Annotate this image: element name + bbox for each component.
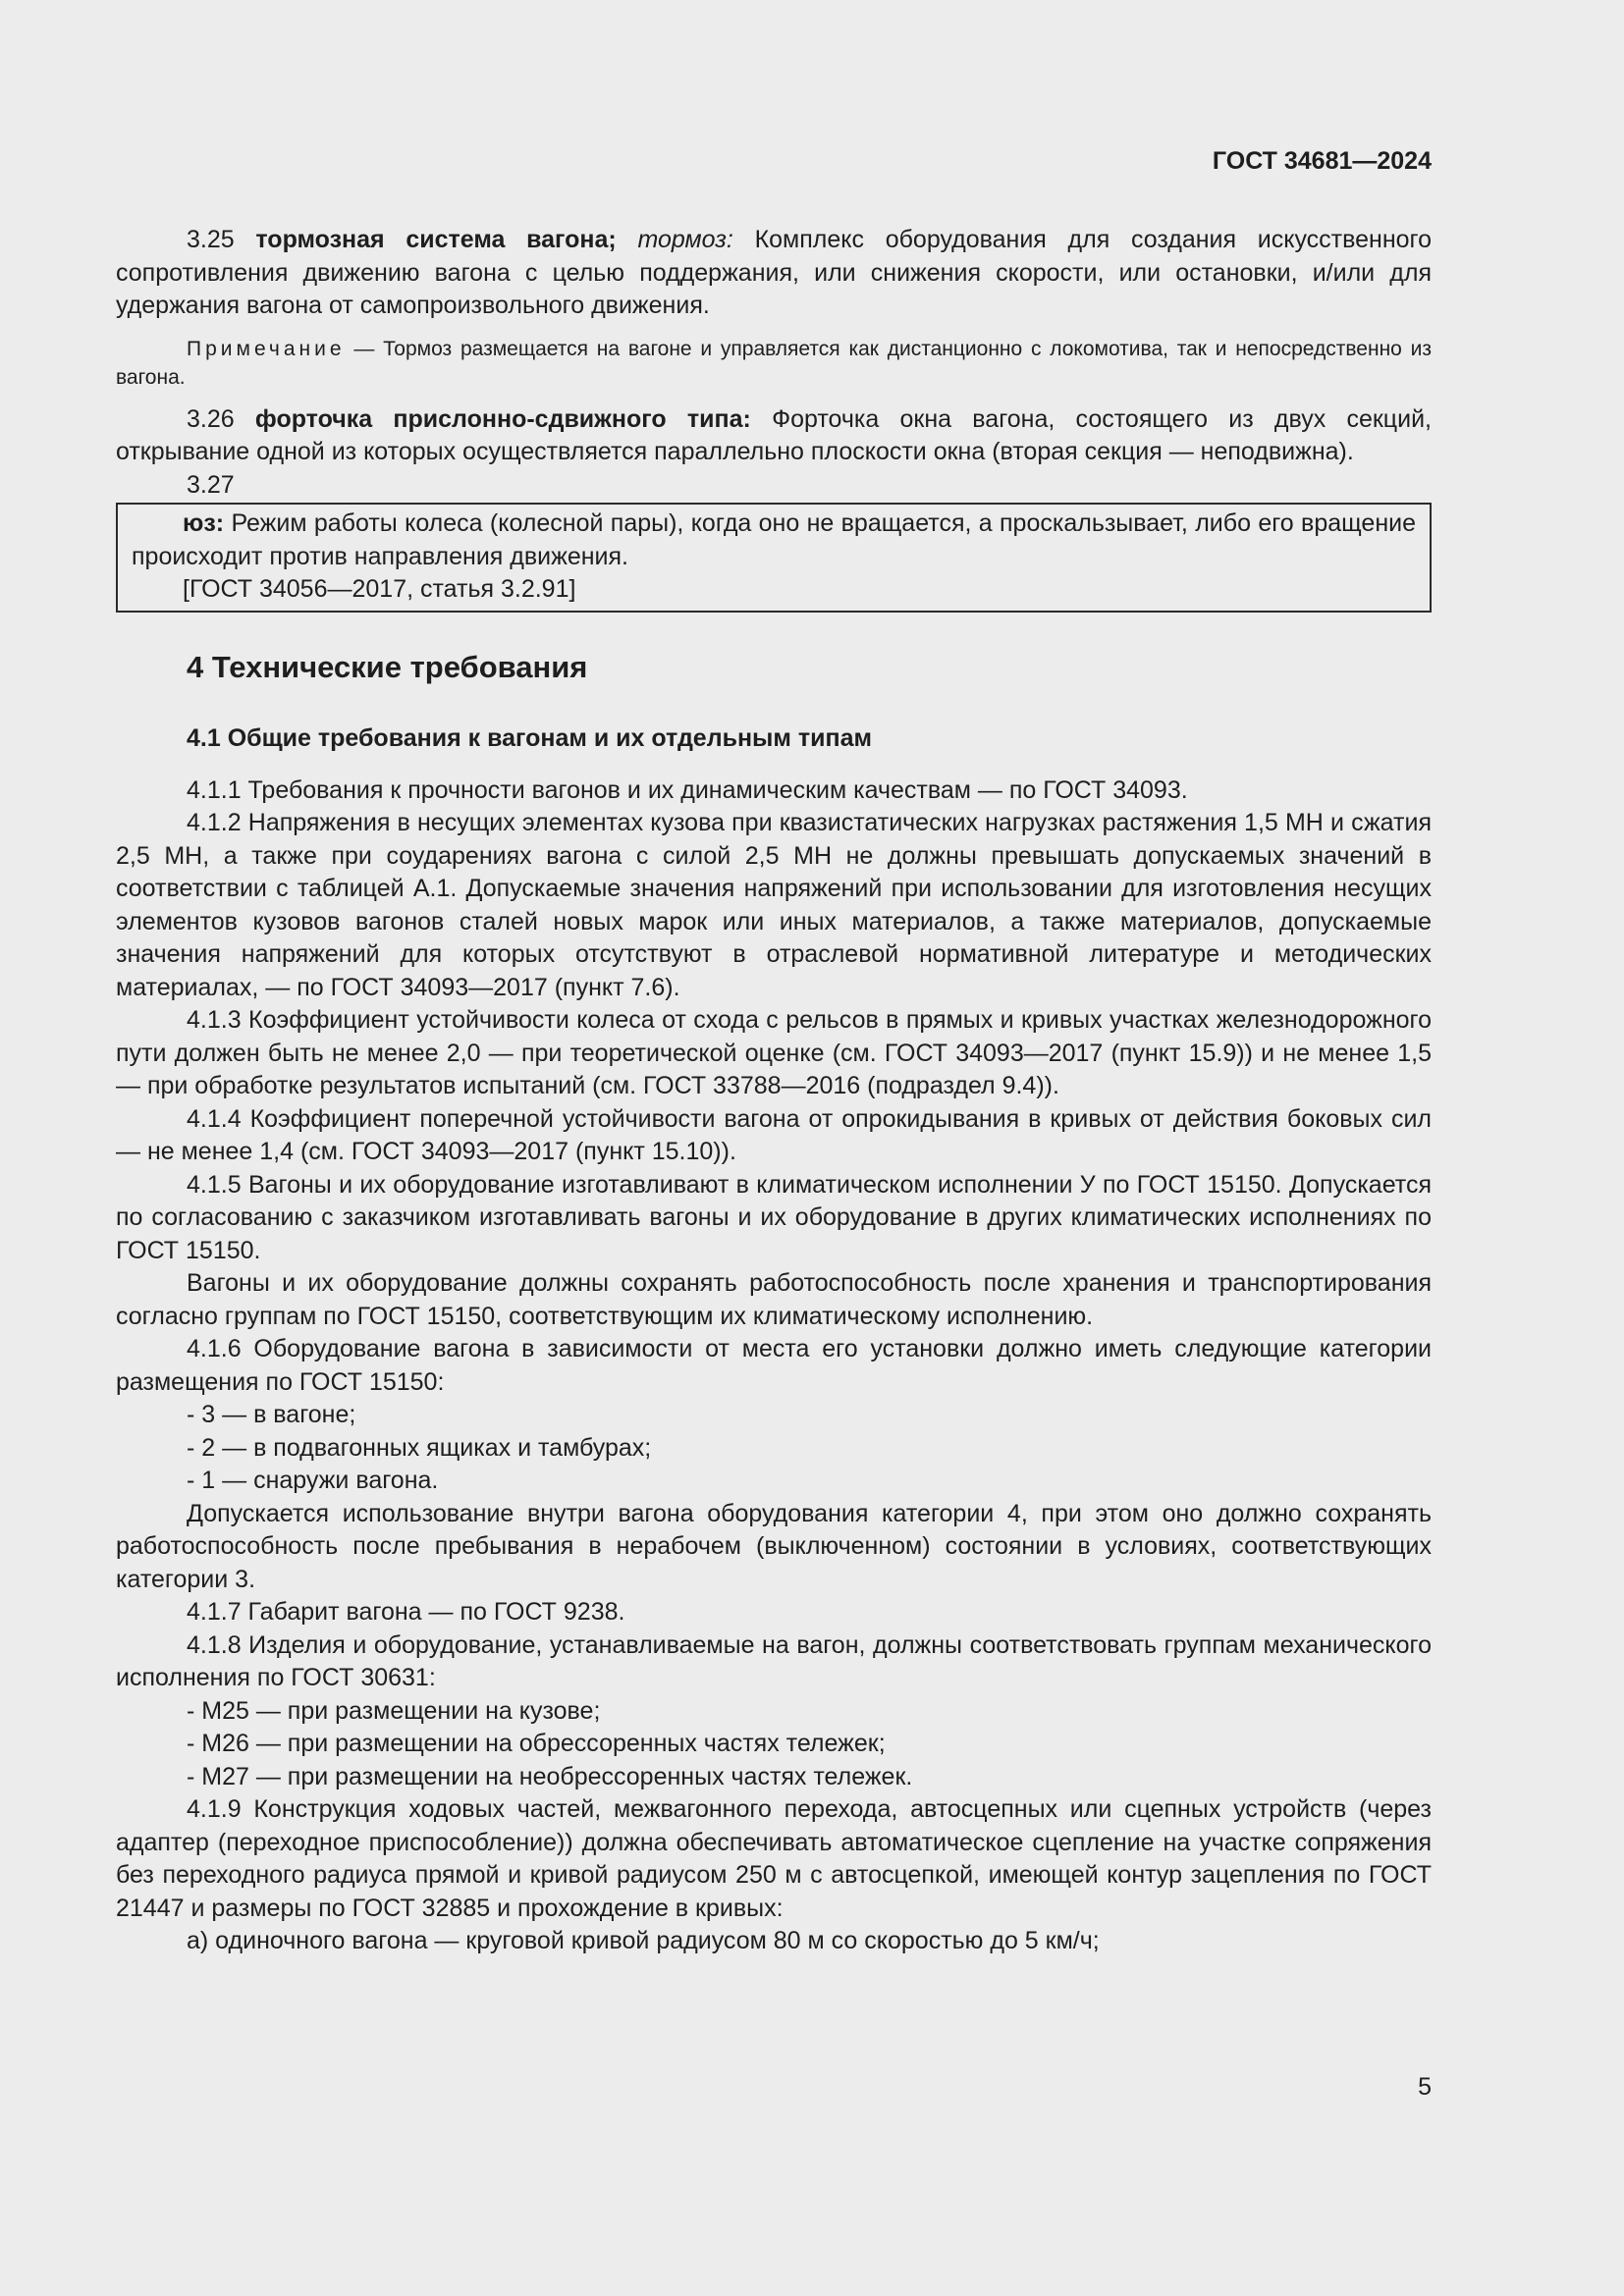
clause-4-1-5-continued: Вагоны и их оборудование должны сохранять работоспособность после хранения и транспортирования согласно группам по ГОСТ 15150, соответствующим их климатическому исполнению. bbox=[116, 1269, 1432, 1330]
clause-4-1-8: 4.1.8 Изделия и оборудование, устанавливаемые на вагон, должны соответствовать группам механического исполнения по ГОСТ 30631: bbox=[116, 1630, 1432, 1691]
note-text: — Тормоз размещается на вагоне и управляется как дистанционно с локомотива, так и непосредственно из вагона. bbox=[116, 337, 1432, 389]
document-body bbox=[116, 224, 1432, 1958]
clause-4-1-4: 4.1.4 Коэффициент поперечной устойчивости вагона от опрокидывания в кривых от действия боковых сил — не менее 1,4 (см. ГОСТ 34093—2017 (пункт 15.10)). bbox=[116, 1104, 1432, 1165]
page-number: 5 bbox=[1418, 2073, 1432, 2101]
term-brake-alt: тормоз: bbox=[637, 226, 733, 253]
standard-number: ГОСТ 34681—2024 bbox=[1212, 147, 1432, 175]
clause-3-26: 3.26 форточка прислонно-сдвижного типа: Форточка окна вагона, состоящего из двух секций, открывание одной из которых осуществляется параллельно плоскости окна (вторая секция — неподвижна). bbox=[116, 404, 1433, 465]
clause-3-27-number: 3.27 bbox=[187, 470, 235, 499]
clause-4-1-2: 4.1.2 Напряжения в несущих элементах кузова при квазистатических нагрузках растяжения 1,5 МН и сжатия 2,5 МН, а также при соударениях вагона с силой 2,5 МН не должны превышать допускаемых значений в соответствии с таблицей А.1. Допускаемые значения напряжений при использовании для изготовления несущих элементов кузовов вагонов сталей новых марок или иных материалов, а также материалов, допускаемые значения напряжений для которых отсутствуют в отраслевой нормативной литературе и методических материалах, — по ГОСТ 34093—2017 (пункт 7.6). bbox=[116, 809, 1432, 1001]
list-item: - М26 — при размещении на обрессоренных частях тележек; bbox=[187, 1730, 886, 1757]
list-item: - М25 — при размещении на кузове; bbox=[187, 1696, 601, 1725]
clause-4-1-5: 4.1.5 Вагоны и их оборудование изготавливают в климатическом исполнении У по ГОСТ 15150. Допускается по согласованию с заказчиком изготавливать вагоны и их оборудование в других климатических исполнениях по ГОСТ 15150. bbox=[116, 1170, 1432, 1264]
clause-4-1-9-a: а) одиночного вагона — круговой кривой радиусом 80 м со скоростью до 5 км/ч; bbox=[187, 1927, 1100, 1954]
clause-4-1-1: 4.1.1 Требования к прочности вагонов и их динамическим качествам — по ГОСТ 34093. bbox=[187, 775, 1188, 804]
term-window-vent: форточка прислонно-сдвижного типа: bbox=[254, 404, 751, 433]
clause-4-1-6-continued: Допускается использование внутри вагона оборудования категории 4, при этом оно должно сохранять работоспособность после пребывания в нерабочем (выключенном) состоянии в условиях, соответствующих категории 3. bbox=[116, 1499, 1432, 1593]
clause-4-1-9: 4.1.9 Конструкция ходовых частей, межвагонного перехода, автосцепных или сцепных устройств (через адаптер (переходное приспособление)) должна обеспечивать автоматическое сцепление на участке сопряжения без переходного радиуса прямой и кривой радиусом 250 м с автосцепкой, имеющей контур зацепления по ГОСТ 21447 и размеры по ГОСТ 32885 и прохождение в кривых: bbox=[116, 1795, 1432, 1922]
definition-skid: юз: Режим работы колеса (колесной пары), когда оно не вращается, а проскальзывает, либо его вращение происходит против направления движения. bbox=[132, 509, 1416, 570]
clause-4-1-3: 4.1.3 Коэффициент устойчивости колеса от схода с рельсов в прямых и кривых участках железнодорожного пути должен быть не менее 2,0 — при теоретической оценке (см. ГОСТ 34093—2017 (пункт 15.9)) и не менее 1,5 — при обработке результатов испытаний (см. ГОСТ 33788—2016 (подраздел 9.4)). bbox=[116, 1006, 1432, 1099]
definition-box-3-27 bbox=[116, 503, 1432, 613]
document-header bbox=[116, 147, 1432, 176]
term-skid: юз: bbox=[183, 509, 225, 537]
definition-source-ref: [ГОСТ 34056—2017, статья 3.2.91] bbox=[183, 575, 576, 603]
list-item: - 3 — в вагоне; bbox=[187, 1401, 356, 1428]
clause-4-1-6: 4.1.6 Оборудование вагона в зависимости от места его установки должно иметь следующие категории размещения по ГОСТ 15150: bbox=[116, 1335, 1432, 1396]
list-item: - М27 — при размещении на необрессоренных частях тележек. bbox=[187, 1762, 913, 1790]
clause-3-25: 3.25 тормозная система вагона; тормоз: Комплекс оборудования для создания искусственного сопротивления движению вагона с целью поддержания, или снижения скорости, или остановки, и/или для удержания вагона от самопроизвольного движения. bbox=[116, 226, 1433, 319]
subsection-4-1-title: 4.1 Общие требования к вагонам и их отдельным типам bbox=[187, 723, 872, 752]
list-item: - 1 — снаружи вагона. bbox=[187, 1467, 439, 1494]
section-4-title: 4 Технические требования bbox=[187, 649, 588, 684]
note-3-25 bbox=[116, 335, 1432, 392]
list-item: - 2 — в подвагонных ящиках и тамбурах; bbox=[187, 1433, 652, 1462]
term-brake-system: тормозная система вагона; bbox=[255, 226, 617, 253]
clause-4-1-7: 4.1.7 Габарит вагона — по ГОСТ 9238. bbox=[187, 1598, 625, 1626]
note-label: Примечание bbox=[187, 337, 346, 360]
